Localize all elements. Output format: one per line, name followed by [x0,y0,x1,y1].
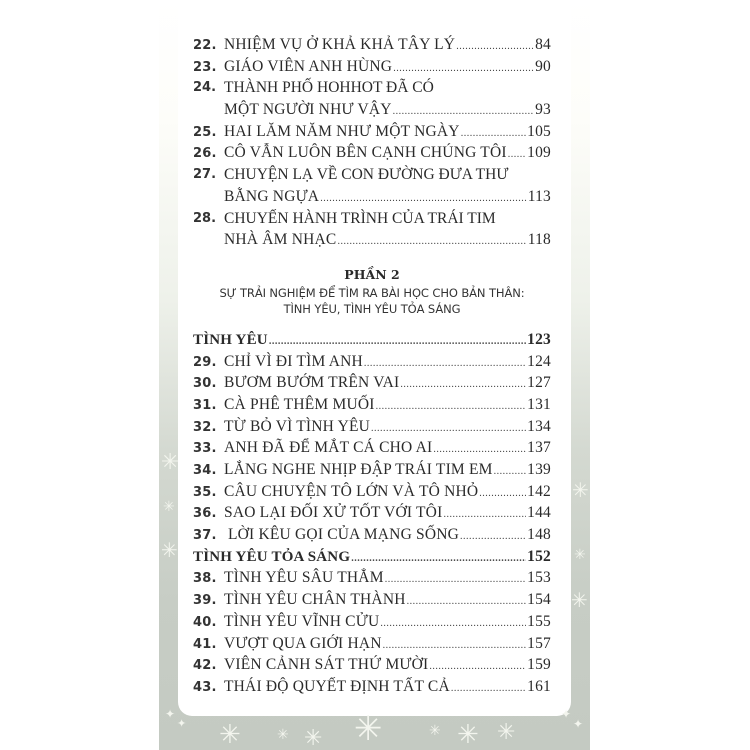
entry-title-line1: THÀNH PHỐ HOHHOT ĐÃ CÓ [224,79,434,97]
entry-page: 105 [527,122,551,140]
entry-page: 153 [527,569,551,587]
sparkle-icon: ✦ [573,717,584,731]
sparkle-icon: ✳ [277,727,289,743]
entry-page: 148 [527,526,551,544]
entry-number: 24. [193,80,217,96]
sparkle-icon: ✦ [177,717,187,730]
toc-entry[interactable] [193,459,551,481]
entry-page: 142 [527,482,551,500]
section-page: 123 [527,330,551,348]
toc-entry[interactable] [193,437,551,459]
entry-page: 124 [527,352,551,370]
entry-page: 139 [527,461,551,478]
entry-title: VIÊN CẢNH SÁT THỨ MƯỜI [224,656,429,674]
toc-entry[interactable] [193,77,551,120]
dot-leader [320,188,527,210]
entry-title: THÁI ĐỘ QUYẾT ĐỊNH TẤT CẢ [224,677,450,695]
entry-page: 161 [527,677,551,695]
entry-number: 31. [193,397,217,413]
part-subtitle-line2: TÌNH YÊU, TÌNH YÊU TỎA SÁNG [283,301,461,316]
entry-number: 32. [193,419,217,435]
sparkle-icon: ✦ [561,707,572,721]
dot-leader [461,123,526,145]
entry-title: GIÁO VIÊN ANH HÙNG [224,57,393,75]
dot-leader [383,635,526,657]
entry-title-line2: BẰNG NGỰA [224,187,320,205]
part-subtitle-line1: SỰ TRẢI NGHIỆM ĐỂ TÌM RA BÀI HỌC CHO BẢN THÂN: [219,285,525,300]
toc-entry[interactable] [193,589,551,611]
entry-number: 22. [193,38,217,53]
dot-leader [393,101,534,123]
entry-number: 33. [193,441,217,457]
toc-entry[interactable] [193,416,551,438]
entry-title: TÌNH YÊU SÂU THẲM [224,569,384,587]
dot-leader [371,418,526,440]
entry-page: 134 [527,417,551,435]
toc-entry[interactable] [193,567,551,589]
toc-entry[interactable] [193,121,551,143]
entry-title: LẮNG NGHE NHỊP ĐẬP TRÁI TIM EM [224,461,493,478]
toc-entry[interactable] [193,56,551,78]
entry-title-line2: MỘT NGƯỜI NHƯ VẬY [224,101,392,119]
sparkle-icon: ✦ [165,707,176,721]
entry-number: 27. [193,167,217,183]
toc-entry[interactable] [193,34,551,56]
dot-leader [433,439,526,461]
entry-page: 157 [527,634,551,652]
sparkle-icon: ✳ [497,720,516,745]
sparkle-icon: ✳ [429,723,441,739]
entry-title: TÌNH YÊU VĨNH CỬU [224,612,380,630]
entry-page: 127 [527,374,551,392]
toc-section[interactable] [193,329,551,351]
dot-leader [380,613,526,635]
entry-title: CÀ PHÊ THÊM MUỐI [224,395,375,413]
entry-title: TÌNH YÊU CHÂN THÀNH [224,591,406,609]
dot-leader [508,144,526,166]
dot-leader [337,231,526,253]
toc-entry[interactable] [193,654,551,676]
sparkle-icon: ✳ [161,538,178,562]
entry-number: 26. [193,146,217,162]
dot-leader [364,353,526,375]
toc-entry[interactable] [193,633,551,655]
toc-entry[interactable] [193,611,551,633]
section-title: TÌNH YÊU [193,331,268,348]
entry-number: 30. [193,376,217,392]
entry-page: 109 [527,144,551,162]
entry-title-line1: CHUYỆN LẠ VỀ CON ĐƯỜNG ĐƯA THƯ [224,166,509,184]
entry-number: 40. [193,614,217,630]
entry-number: 29. [193,354,217,370]
entry-title: HAI LĂM NĂM NHƯ MỘT NGÀY [224,122,460,140]
sparkle-icon: ✳ [354,709,383,749]
entry-page: 155 [527,612,551,630]
entry-number: 37. [193,528,217,544]
toc-section[interactable] [193,546,551,568]
toc-entry[interactable] [193,208,551,251]
entry-number: 34. [193,463,217,478]
sparkle-icon: ✳ [457,720,479,750]
entry-title: CHỈ VÌ ĐI TÌM ANH [224,352,363,370]
entry-page: 84 [535,36,551,53]
table-of-contents [193,34,551,698]
toc-entry[interactable] [193,351,551,373]
sparkle-icon: ✳ [219,720,241,750]
sparkle-icon: ✳ [571,588,588,612]
part-heading: PHẦN 2 [344,266,400,282]
toc-entry[interactable] [193,372,551,394]
entry-page: 137 [527,439,551,457]
dot-leader [385,569,526,591]
toc-entry[interactable] [193,502,551,524]
entry-number: 43. [193,679,217,695]
entry-page: 113 [527,187,551,205]
dot-leader [376,396,527,418]
entry-title: TỪ BỎ VÌ TÌNH YÊU [224,417,371,435]
entry-number: 39. [193,593,217,609]
entry-title: LỜI KÊU GỌI CỦA MẠNG SỐNG [228,526,460,544]
entry-page: 144 [527,504,551,522]
sparkle-icon: ✳ [574,547,586,563]
dot-leader [407,591,527,613]
entry-number: 38. [193,571,217,587]
entry-title-line1: CHUYẾN HÀNH TRÌNH CỦA TRÁI TIM [224,209,496,227]
entry-page: 154 [527,591,551,609]
sparkle-icon: ✳ [572,478,589,502]
toc-entry[interactable] [193,164,551,207]
entry-page: 118 [527,231,551,249]
entry-number: 36. [193,506,217,522]
dot-leader [400,374,526,396]
sparkle-icon: ✳ [161,450,180,475]
entry-page: 131 [527,395,551,413]
entry-title-line2: NHÀ ÂM NHẠC [224,231,337,249]
entry-page: 159 [527,656,551,674]
entry-title: NHIỆM VỤ Ở KHẢ KHẢ TÂY LÝ [224,36,456,53]
entry-number: 23. [193,59,217,75]
toc-entry[interactable] [193,524,551,546]
dot-leader [443,504,526,526]
dot-leader [269,331,526,353]
toc-entry[interactable] [193,142,551,164]
dot-leader [456,36,534,58]
dot-leader [451,678,526,700]
entry-page: 90 [535,57,551,75]
toc-entry[interactable] [193,676,551,698]
dot-leader [479,483,526,505]
sparkle-icon: ✳ [304,726,323,750]
dot-leader [460,526,526,548]
entry-title: ANH ĐÃ ĐỂ MẮT CÁ CHO AI [224,439,433,457]
section-title: TÌNH YÊU TỎA SÁNG [193,548,351,565]
sparkle-icon: ✳ [163,499,175,515]
entry-title: CÔ VẪN LUÔN BÊN CẠNH CHÚNG TÔI [224,144,507,162]
dot-leader [393,58,534,80]
toc-entry[interactable] [193,481,551,503]
entry-number: 35. [193,484,217,500]
entry-number: 28. [193,210,217,226]
entry-title: CÂU CHUYỆN TÔ LỚN VÀ TÔ NHỎ [224,482,479,500]
entry-title: VƯỢT QUA GIỚI HẠN [224,634,382,652]
entry-number: 41. [193,636,217,652]
entry-title: BƯƠM BƯỚM TRÊN VAI [224,374,400,392]
dot-leader [429,656,526,678]
dot-leader [494,461,527,483]
toc-entry[interactable] [193,394,551,416]
entry-title: SAO LẠI ĐỐI XỬ TỐT VỚI TÔI [224,504,443,522]
dot-leader [351,548,526,570]
entry-number: 25. [193,124,217,140]
entry-number: 42. [193,658,217,674]
section-page: 152 [527,547,551,565]
entry-page: 93 [535,101,551,119]
